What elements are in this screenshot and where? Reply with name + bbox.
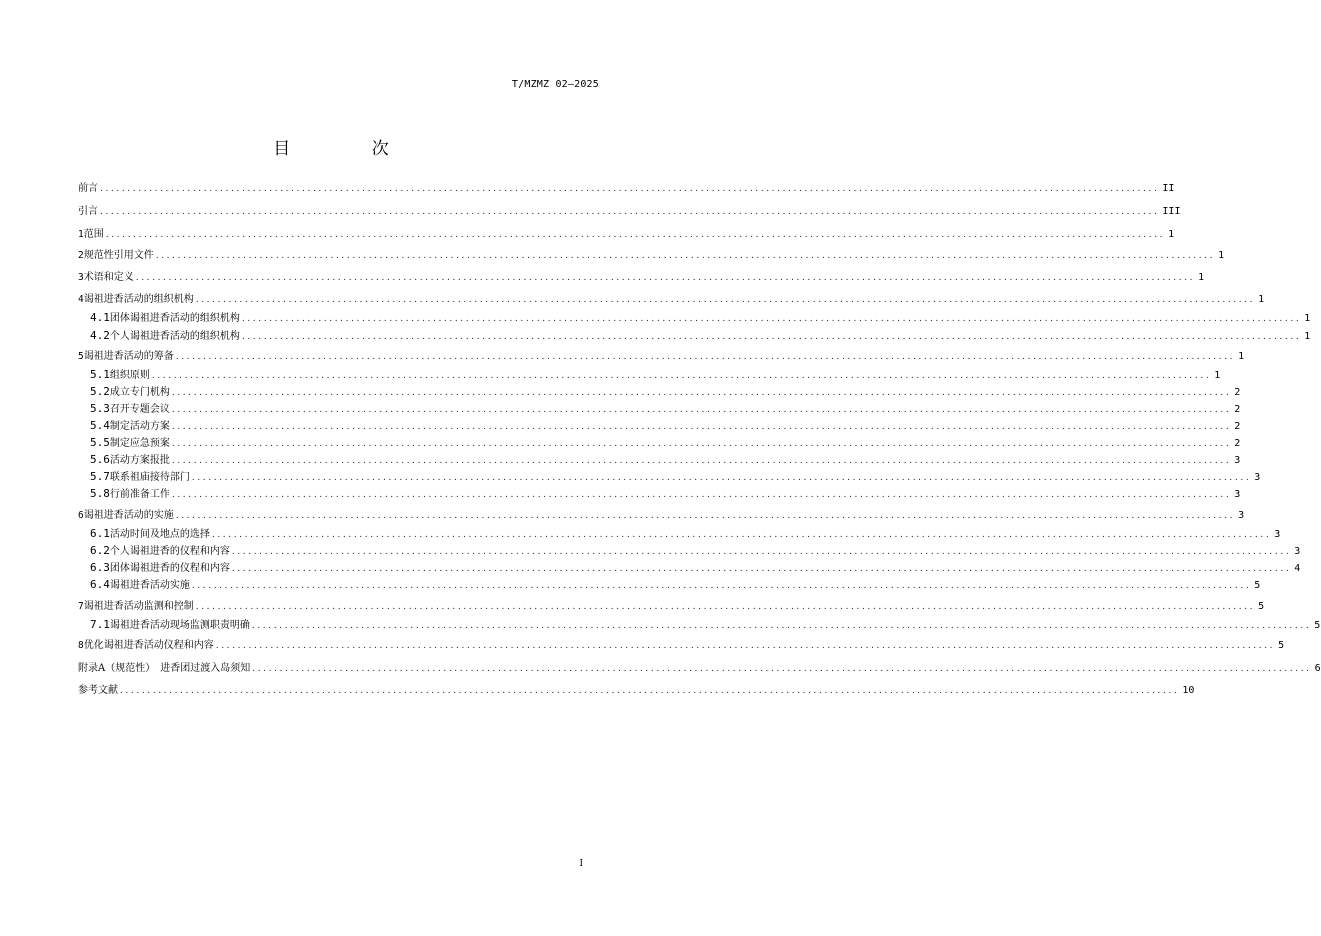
toc-entry-6-2[interactable] [90, 543, 1301, 559]
toc-entry-number: 6.4 [90, 578, 110, 591]
toc-entry-page: 5 [1254, 580, 1261, 591]
toc-entry-page: 1 [1198, 272, 1205, 283]
toc-entry-number: 7 [78, 601, 84, 612]
toc-entry-5-1[interactable] [90, 367, 1221, 383]
toc-entry-label: 召开专题会议 [109, 404, 170, 415]
page-number: I [579, 859, 583, 869]
toc-entry-number: 5.3 [90, 402, 110, 415]
toc-entry-number: 6 [78, 510, 84, 521]
toc-entry-bibliography[interactable] [78, 683, 1195, 699]
toc-entry-foreword[interactable] [78, 181, 1175, 197]
toc-leader-dots: .................................................................................................................................................................................................. [191, 473, 1252, 483]
toc-entry-label: 行前准备工作 [109, 489, 170, 500]
toc-entry-number: 1 [78, 229, 84, 240]
toc-leader-dots: .................................................................................................................................................................................................. [171, 439, 1232, 449]
toc-entry-4-2[interactable] [90, 328, 1311, 344]
toc-entry-number: 5 [78, 351, 84, 362]
toc-entry-introduction[interactable] [78, 204, 1181, 220]
toc-entry-page: 2 [1234, 387, 1241, 398]
toc-entry-label: 团体谒祖进香活动的组织机构 [109, 313, 240, 324]
toc-entry-6[interactable] [78, 508, 1245, 524]
toc-entry-page: 3 [1274, 529, 1281, 540]
toc-entry-page: 1 [1258, 294, 1265, 305]
toc-entry-number: 4.1 [90, 311, 110, 324]
document-code: T/MZMZ 02—2025 [511, 79, 599, 90]
toc-entry-label: 优化谒祖进香活动仪程和内容 [83, 640, 214, 651]
toc-leader-dots: .................................................................................................................................................................................................. [215, 641, 1276, 651]
toc-entry-page: 3 [1234, 489, 1241, 500]
toc-entry-label: 个人谒祖进香活动的组织机构 [109, 331, 240, 342]
toc-entry-number: 7.1 [90, 618, 110, 631]
toc-entry-page: II [1162, 183, 1175, 194]
page-title: 目 次 [273, 139, 427, 159]
toc-entry-number: 6.1 [90, 527, 110, 540]
toc-leader-dots: .................................................................................................................................................................................................. [175, 511, 1236, 521]
toc-leader-dots: .................................................................................................................................................................................................. [241, 314, 1302, 324]
toc-entry-label: 联系祖庙接待部门 [109, 472, 190, 483]
toc-entry-page: 3 [1238, 510, 1245, 521]
toc-leader-dots: .................................................................................................................................................................................................. [171, 490, 1232, 500]
toc-entry-label: 制定应急预案 [109, 438, 170, 449]
toc-leader-dots: .................................................................................................................................................................................................. [191, 581, 1252, 591]
toc-entry-page: 5 [1314, 620, 1321, 631]
toc-entry-page: 5 [1258, 601, 1265, 612]
toc-entry-page: 1 [1168, 229, 1175, 240]
toc-leader-dots: .................................................................................................................................................................................................. [171, 405, 1232, 415]
toc-entry-page: 3 [1254, 472, 1261, 483]
toc-leader-dots: .................................................................................................................................................................................................. [135, 273, 1196, 283]
toc-entry-8[interactable] [78, 638, 1285, 654]
toc-entry-label: 参考文献 [78, 685, 118, 696]
toc-entry-5[interactable] [78, 349, 1245, 365]
toc-entry-4[interactable] [78, 292, 1265, 308]
toc-entry-label: 谒祖进香活动的筹备 [83, 351, 174, 362]
toc-entry-number: 5.4 [90, 419, 110, 432]
toc-entry-6-1[interactable] [90, 526, 1281, 542]
toc-entry-label: 术语和定义 [83, 272, 134, 283]
toc-entry-page: 5 [1278, 640, 1285, 651]
toc-leader-dots: .................................................................................................................................................................................................. [171, 456, 1232, 466]
toc-entry-page: 1 [1238, 351, 1245, 362]
toc-entry-2[interactable] [78, 248, 1225, 264]
toc-leader-dots: .................................................................................................................................................................................................. [175, 352, 1236, 362]
toc-entry-7[interactable] [78, 599, 1265, 615]
toc-entry-label: 谒祖进香活动实施 [109, 580, 190, 591]
toc-entry-6-3[interactable] [90, 560, 1301, 576]
toc-entry-page: 2 [1234, 421, 1241, 432]
toc-entry-label: 谒祖进香活动监测和控制 [83, 601, 194, 612]
toc-entry-7-1[interactable] [90, 617, 1321, 633]
toc-entry-5-8[interactable] [90, 486, 1241, 502]
toc-entry-label: 谒祖进香活动的组织机构 [83, 294, 194, 305]
toc-entry-label: 组织原则 [109, 370, 150, 381]
toc-entry-appendix-a[interactable] [78, 661, 1321, 677]
toc-leader-dots: .................................................................................................................................................................................................. [105, 230, 1166, 240]
toc-leader-dots: .................................................................................................................................................................................................. [151, 371, 1212, 381]
toc-leader-dots: .................................................................................................................................................................................................. [231, 564, 1292, 574]
toc-entry-5-4[interactable] [90, 418, 1241, 434]
toc-entry-number: 2 [78, 250, 84, 261]
toc-entry-label: 团体谒祖进香的仪程和内容 [109, 563, 230, 574]
toc-entry-page: III [1162, 206, 1181, 217]
toc-entry-page: 1 [1218, 250, 1225, 261]
toc-entry-label: 谒祖进香活动的实施 [83, 510, 174, 521]
toc-leader-dots: .................................................................................................................................................................................................. [195, 602, 1256, 612]
toc-entry-4-1[interactable] [90, 310, 1311, 326]
toc-entry-label: 谒祖进香活动现场监测职责明确 [109, 620, 250, 631]
toc-leader-dots: .................................................................................................................................................................................................. [100, 184, 1160, 194]
toc-entry-page: 6 [1314, 663, 1321, 674]
toc-entry-page: 2 [1234, 404, 1241, 415]
toc-entry-label: 个人谒祖进香的仪程和内容 [109, 546, 230, 557]
toc-leader-dots: .................................................................................................................................................................................................. [251, 621, 1312, 631]
toc-leader-dots: .................................................................................................................................................................................................. [241, 332, 1302, 342]
toc-entry-number: 5.7 [90, 470, 110, 483]
toc-entry-number: 4 [78, 294, 84, 305]
toc-entry-page: 1 [1304, 313, 1311, 324]
toc-entry-page: 3 [1294, 546, 1301, 557]
toc-entry-page: 3 [1234, 455, 1241, 466]
toc-entry-number: 3 [78, 272, 84, 283]
toc-entry-number: 6.2 [90, 544, 110, 557]
toc-entry-number: 5.6 [90, 453, 110, 466]
toc-entry-number: 4.2 [90, 329, 110, 342]
toc-leader-dots: .................................................................................................................................................................................................. [120, 686, 1180, 696]
toc-entry-3[interactable] [78, 270, 1205, 286]
toc-entry-label: 活动时间及地点的选择 [109, 529, 210, 540]
toc-entry-5-3[interactable] [90, 401, 1241, 417]
toc-leader-dots: .................................................................................................................................................................................................. [211, 530, 1272, 540]
toc-leader-dots: .................................................................................................................................................................................................. [100, 207, 1160, 217]
toc-leader-dots: .................................................................................................................................................................................................. [231, 547, 1292, 557]
toc-entry-page: 1 [1214, 370, 1221, 381]
toc-entry-page: 10 [1182, 685, 1195, 696]
toc-entry-number: 5.8 [90, 487, 110, 500]
toc-entry-label: 活动方案报批 [109, 455, 170, 466]
toc-entry-number: 5.1 [90, 368, 110, 381]
toc-entry-page: 4 [1294, 563, 1301, 574]
toc-entry-1[interactable] [78, 227, 1175, 243]
toc-entry-number: 8 [78, 640, 84, 651]
toc-entry-label: 制定活动方案 [109, 421, 170, 432]
toc-leader-dots: .................................................................................................................................................................................................. [195, 295, 1256, 305]
toc-entry-5-7[interactable] [90, 469, 1261, 485]
toc-entry-number: 5.2 [90, 385, 110, 398]
toc-entry-label: 附录A（规范性） 进香团过渡入岛须知 [78, 663, 251, 674]
toc-entry-number: 6.3 [90, 561, 110, 574]
toc-entry-label: 前言 [78, 183, 98, 194]
toc-entry-5-6[interactable] [90, 452, 1241, 468]
toc-entry-5-2[interactable] [90, 384, 1241, 400]
toc-entry-label: 范围 [83, 229, 104, 240]
toc-entry-number: 5.5 [90, 436, 110, 449]
toc-leader-dots: .................................................................................................................................................................................................. [171, 422, 1232, 432]
toc-entry-6-4[interactable] [90, 577, 1261, 593]
toc-entry-label: 规范性引用文件 [83, 250, 154, 261]
toc-entry-5-5[interactable] [90, 435, 1241, 451]
toc-leader-dots: .................................................................................................................................................................................................. [155, 251, 1216, 261]
toc-entry-label: 引言 [78, 206, 98, 217]
toc-entry-page: 1 [1304, 331, 1311, 342]
toc-leader-dots: .................................................................................................................................................................................................. [252, 664, 1312, 674]
toc-entry-page: 2 [1234, 438, 1241, 449]
toc-leader-dots: .................................................................................................................................................................................................. [171, 388, 1232, 398]
toc-entry-label: 成立专门机构 [109, 387, 170, 398]
